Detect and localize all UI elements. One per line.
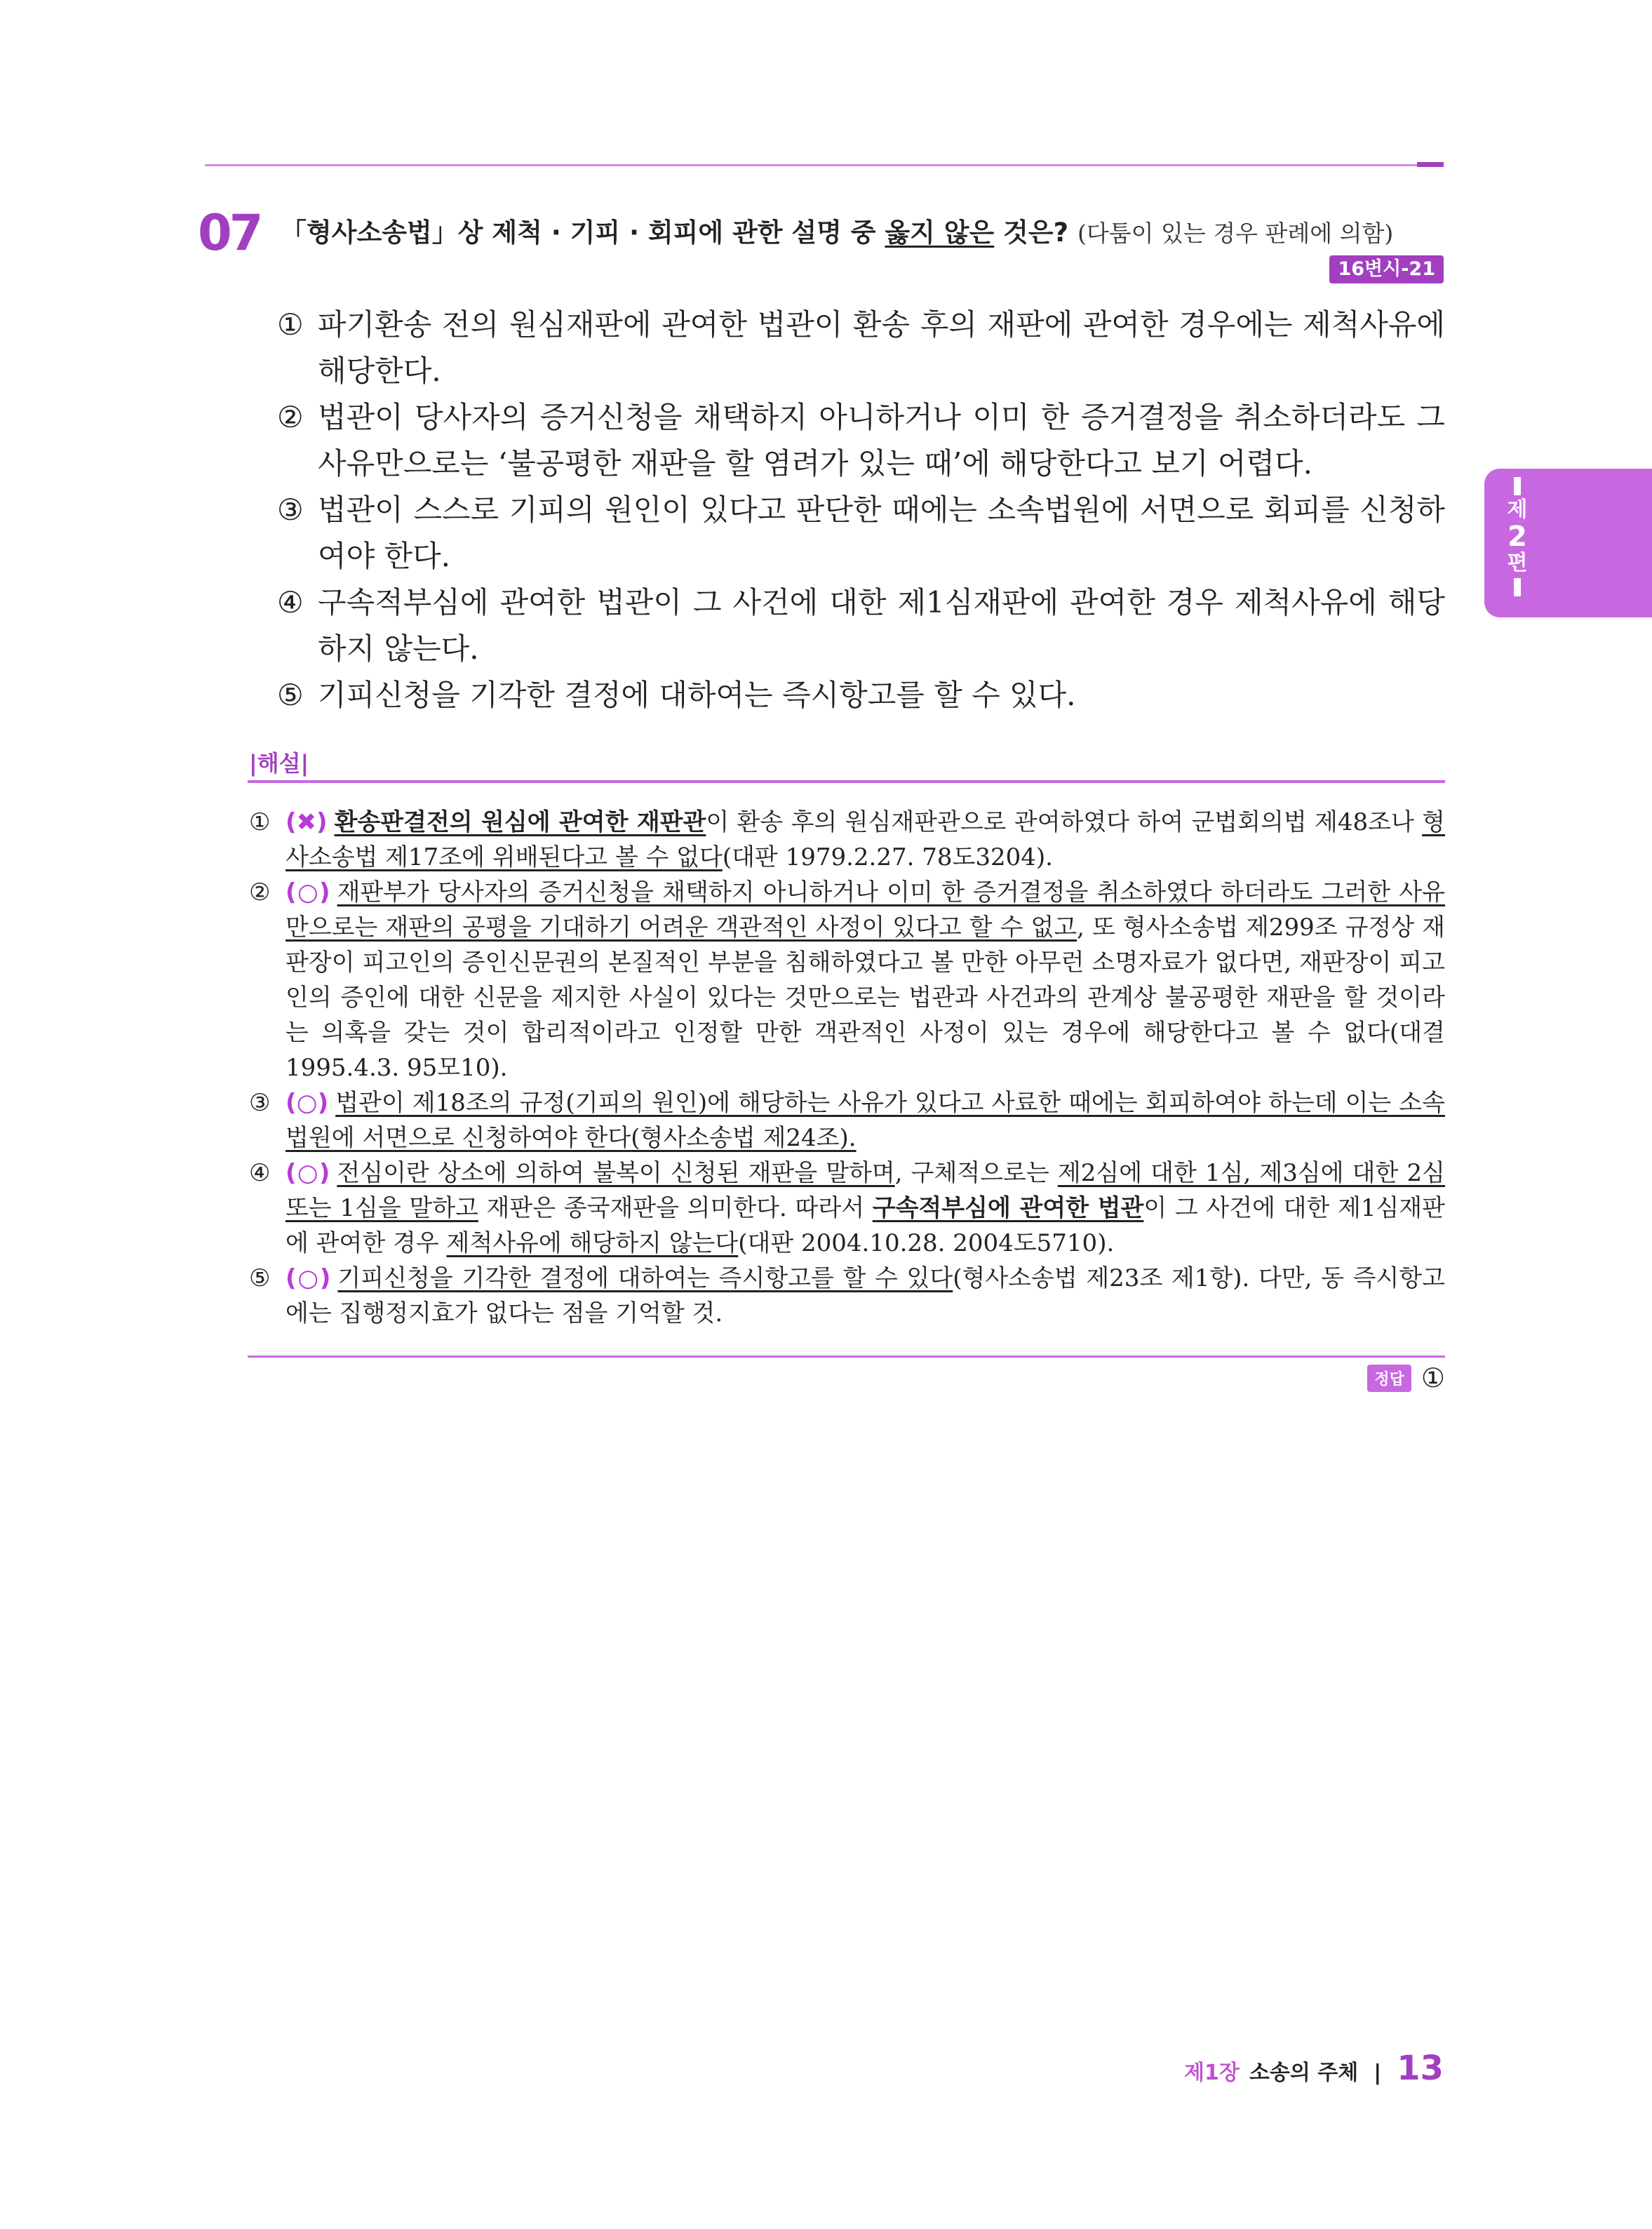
answer-box [1367,1363,1445,1393]
correct-mark: (○) [286,1159,330,1187]
question-text [281,212,1445,255]
tab-label-bottom: 편 [1507,551,1528,575]
correct-mark: (○) [286,1089,329,1117]
explanation-underlined: 형사소송법 제17조에 위배된다고 볼 수 없다 [286,808,1446,871]
explanation-underlined: 제2심에 대한 1심, 제3심에 대한 2심 또는 1심을 말하고 [286,1159,1445,1222]
explanation-number: ① [249,808,271,836]
explanation-underlined: 기피신청을 기각한 결정에 대하여는 즉시항고를 할 수 있다 [337,1264,953,1292]
option-number: ④ [277,585,304,620]
statute-citation: (형사소송법 제24조). [631,1124,857,1152]
footer-title: 소송의 주체 [1249,2061,1359,2085]
option-3 [277,487,1445,580]
option-2 [277,394,1445,487]
tab-label-number: 2 [1507,521,1527,553]
correct-mark: (○) [286,878,330,906]
question-text-after: 것은? [994,217,1069,248]
question-note: (다툼이 있는 경우 판례에 의함) [1077,220,1394,247]
source-badge: 16변시-21 [1329,255,1444,283]
explanation-text: 이 그 사건에 대한 제1심재판에 관여한 경우 [286,1194,1445,1257]
case-citation: (대판 2004.10.28. 2004도5710). [738,1229,1115,1257]
explanation-underlined: 제척사유에 해당하지 않는다 [446,1229,739,1257]
page-footer [1184,2049,1444,2088]
case-citation: (대판 1979.2.27. 78도3204). [722,843,1053,871]
explanation-text: , 또 형사소송법 제299조 규정상 재판장이 피고인의 증인신문권의 본질적인 부분을 침해하였다고 볼 만한 아무런 소명자료가 없다면, 재판장이 피고인의 증인에 대한 신문을 제지한 사실이 있다는 것만으로는 법관과 사건과의 관계상 불공평한 재판을 할 것이라는 의혹을 갖는 것이 합리적이라고 인정할 만한 객관적인 사정이 있는 경우에 해당한다고 볼 수 없다(대결 1995.4.3. 95모10). [286,913,1445,1082]
footer-separator: | [1374,2061,1382,2085]
option-text: 법관이 당사자의 증거신청을 채택하지 아니하거나 이미 한 증거결정을 취소하더라도 그 사유만으로는 ‘불공평한 재판을 할 염려가 있는 때’에 해당한다고 보기 어렵다. [318,400,1445,481]
tab-bar-decoration [1514,578,1521,596]
explanation-item-1 [249,805,1445,875]
option-1 [277,302,1445,394]
explanation-item-4 [249,1156,1445,1261]
explanation-number: ⑤ [249,1264,271,1292]
explanation-number: ④ [249,1159,271,1187]
answer-label: 정답 [1367,1365,1411,1392]
tab-bar-decoration [1514,477,1521,495]
explanation-item-2 [249,875,1445,1085]
explanation-emphasis: 구속적부심에 관여한 법관 [872,1194,1144,1222]
top-divider-accent [1417,162,1444,167]
question-text-underlined: 옳지 않은 [885,217,995,248]
explanation-list [249,805,1445,1331]
options-list [277,302,1445,718]
footer-chapter: 제1장 [1184,2061,1240,2085]
explanation-text: 재판은 종국재판을 의미한다. 따라서 [478,1194,873,1222]
option-number: ③ [277,493,304,527]
explanation-bottom-divider [248,1356,1445,1358]
explanation-underlined: 법관이 제18조의 규정(기피의 원인)에 해당하는 사유가 있다고 사료한 때에는 회피하여야 하는데 이는 소속법원에 서면으로 신청하여야 한다 [286,1089,1445,1152]
option-number: ② [277,400,304,434]
explanation-item-3 [249,1085,1445,1156]
answer-value: ① [1421,1363,1445,1393]
explanation-number: ③ [249,1089,271,1117]
explanation-item-5 [249,1261,1445,1331]
top-divider [205,164,1443,166]
question-text-before: 「형사소송법」상 제척 · 기피 · 회피에 관한 설명 중 [281,217,885,248]
correct-mark: (○) [286,1264,331,1292]
option-text: 기피신청을 기각한 결정에 대하여는 즉시항고를 할 수 있다. [318,678,1076,712]
option-text: 법관이 스스로 기피의 원인이 있다고 판단한 때에는 소속법원에 서면으로 회피를 신청하여야 한다. [318,493,1445,573]
explanation-underlined: 전심이란 상소에 의하여 불복이 신청된 재판을 말하며 [337,1159,895,1187]
option-5 [277,672,1445,718]
wrong-mark: (✖) [286,808,328,836]
explanation-text: (형사소송법 제23조 제1항). 다만, 동 즉시항고에는 집행정지효가 없다는 점을 기억할 것. [286,1264,1445,1327]
explanation-underlined: 재판부가 당사자의 증거신청을 채택하지 아니하거나 이미 한 증거결정을 취소하였다 하더라도 그러한 사유만으로는 재판의 공평을 기대하기 어려운 객관적인 사정이 있다고 할 수 없고 [286,878,1445,942]
explanation-number: ② [249,878,271,906]
question-number: 07 [198,204,261,262]
option-text: 구속적부심에 관여한 법관이 그 사건에 대한 제1심재판에 관여한 경우 제척사유에 해당하지 않는다. [318,585,1445,666]
option-text: 파기환송 전의 원심재판에 관여한 법관이 환송 후의 재판에 관여한 경우에는 제척사유에 해당한다. [318,307,1445,388]
page-number: 13 [1397,2049,1444,2088]
explanation-text: , 구체적으로는 [894,1159,1058,1187]
option-number: ① [277,307,304,342]
part-side-tab-label [1503,476,1532,598]
option-number: ⑤ [277,678,304,712]
explanation-emphasis: 환송판결전의 원심에 관여한 재판관 [334,808,706,836]
explanation-divider [248,780,1445,783]
option-4 [277,580,1445,672]
tab-label-top: 제 [1507,497,1528,522]
explanation-text: 이 환송 후의 원심재판관으로 관여하였다 하여 군법회의법 제48조나 [706,808,1423,836]
explanation-heading: |해설| [249,750,309,777]
